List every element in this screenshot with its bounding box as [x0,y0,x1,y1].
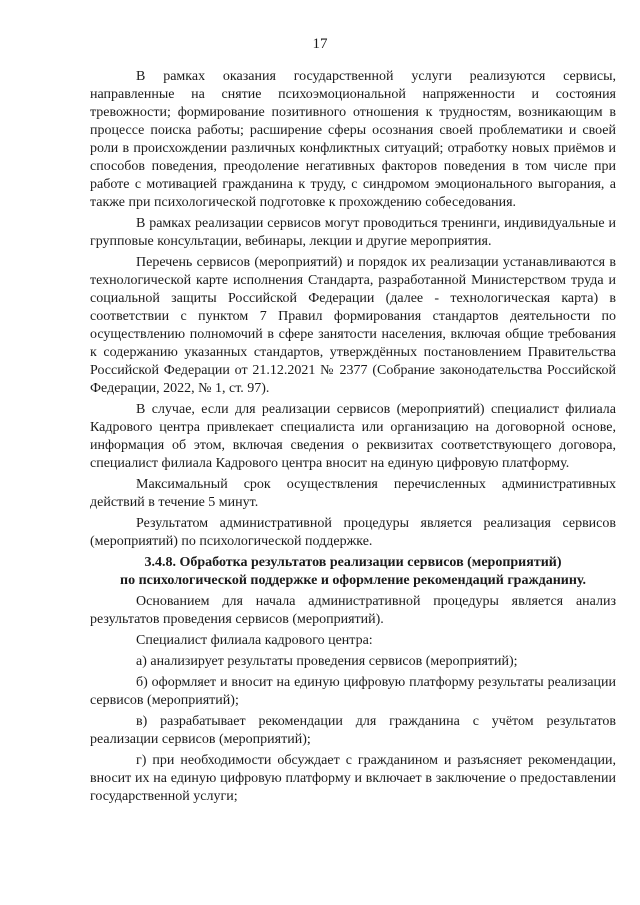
paragraph-services-description: В рамках оказания государственной услуги реализуются сервисы, направленные на снятие психоэмоциональной напряженности и состояния тревожности; формирование позитивного отношения к трудностям, возникающим в процессе поиска работы; расширение сферы осознания своей проблематики и своей роли в происхождении различных конфликтных ситуаций; отработку новых приёмов и способов поведения, преодоление негативных факторов поведения в том числе при работе с мотивацией гражданина к труду, с синдромом эмоционального выгорания, а также при психологической подготовке к прохождению собеседования. [90,69,616,210]
section-heading [90,554,616,590]
list-item-c: в) разрабатывает рекомендации для гражданина с учётом результатов реализации сервисов (мероприятий); [90,714,616,747]
paragraph-procedure-result: Результатом административной процедуры является реализация сервисов (мероприятий) по психологической поддержке. [90,516,616,549]
paragraph-max-duration: Максимальный срок осуществления перечисленных административных действий в течение 5 минут. [90,477,616,510]
paragraph-services-list-order: Перечень сервисов (мероприятий) и порядок их реализации устанавливаются в технологической карте исполнения Стандарта, разработанной Министерством труда и социальной защиты Российской Федерации (далее - технологическая карта) в соответствии с пунктом 7 Правил формирования стандартов деятельности по осуществлению полномочий в сфере занятости населения, включая общие требования к содержанию указанных стандартов, утверждённых постановлением Правительства Российской Федерации от 21.12.2021 № 2377 (Собрание законодательства Российской Федерации, 2022, № 1, ст. 97). [90,255,616,396]
list-item-b: б) оформляет и вносит на единую цифровую платформу результаты реализации сервисов (мероприятий); [90,675,616,708]
section-heading-line-1: 3.4.8. Обработка результатов реализации сервисов (мероприятий) [144,555,562,570]
paragraph-service-formats: В рамках реализации сервисов могут проводиться тренинги, индивидуальные и групповые консультации, вебинары, лекции и другие мероприятия. [90,216,616,249]
paragraph-procedure-basis: Основанием для начала административной процедуры является анализ результатов проведения сервисов (мероприятий). [90,594,616,627]
document-body [90,68,616,809]
page-number: 17 [312,36,328,52]
list-item-a: а) анализирует результаты проведения сервисов (мероприятий); [136,654,518,669]
paragraph-specialist-intro: Специалист филиала кадрового центра: [136,633,373,648]
list-item-d: г) при необходимости обсуждает с гражданином и разъясняет рекомендации, вносит их на единую цифровую платформу и включает в заключение о предоставлении государственной услуги; [90,753,616,804]
paragraph-contract-specialist: В случае, если для реализации сервисов (мероприятий) специалист филиала Кадрового центра привлекает специалиста или организацию на договорной основе, информация об этом, включая сведения о реквизитах соответствующего договора, специалист филиала Кадрового центра вносит на единую цифровую платформу. [90,402,616,471]
section-heading-line-2: по психологической поддержке и оформление рекомендаций гражданину. [120,573,586,588]
